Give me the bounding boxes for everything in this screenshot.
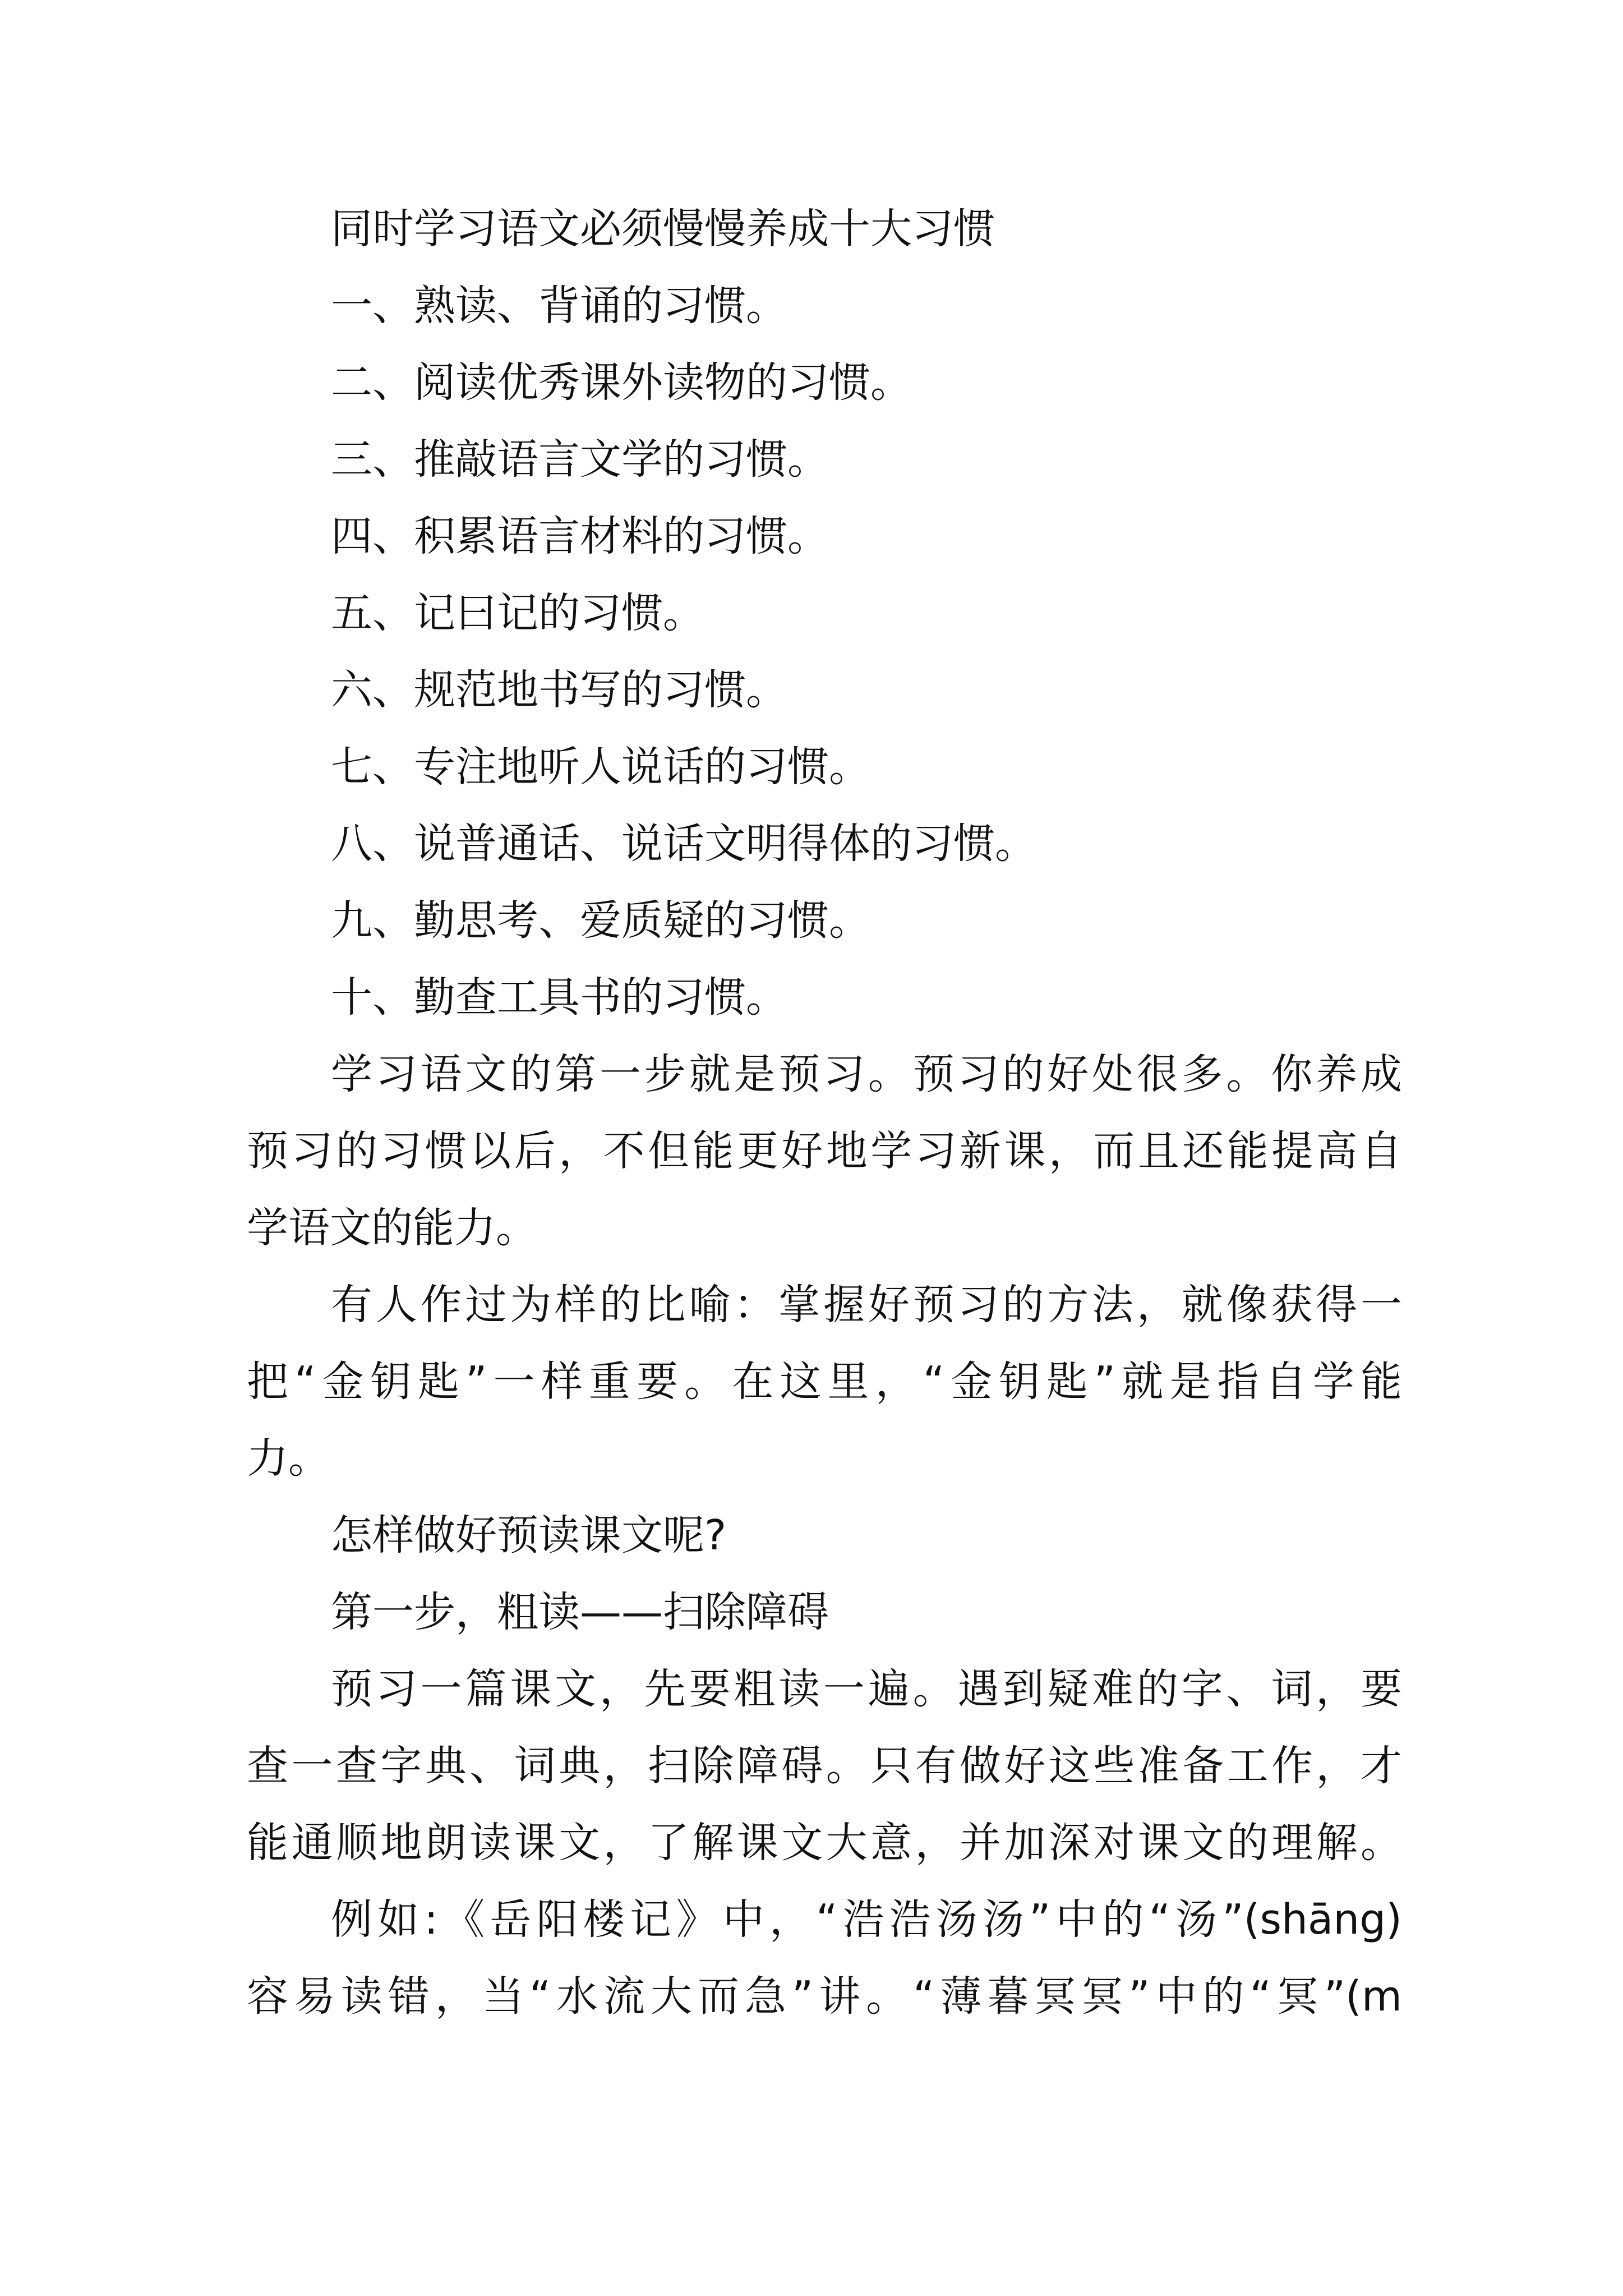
paragraph-preview-line-1: 学习语文的第一步就是预习。预习的好处很多。你养成 <box>331 1050 1402 1098</box>
paragraph-metaphor-line-1: 有人作过为样的比喻：掌握好预习的方法，就像获得一 <box>331 1281 1402 1329</box>
habit-item-10: 十、勤查工具书的习惯。 <box>331 973 787 1022</box>
document-title: 同时学习语文必须慢慢养成十大习惯 <box>331 205 995 253</box>
paragraph-example-line-1: 例如:《岳阳楼记》中，“浩浩汤汤”中的“汤”(shāng) <box>331 1895 1402 1944</box>
paragraph-preview-line-3: 学语文的能力。 <box>247 1204 537 1252</box>
paragraph-rough-read-line-2: 查一查字典、词典，扫除障碍。只有做好这些准备工作，才 <box>247 1742 1402 1790</box>
habit-item-8: 八、说普通话、说话文明得体的习惯。 <box>331 820 1036 868</box>
paragraph-rough-read-line-3: 能通顺地朗读课文，了解课文大意，并加深对课文的理解。 <box>247 1819 1402 1867</box>
paragraph-metaphor-line-3: 力。 <box>247 1434 330 1483</box>
step1-heading: 第一步，粗读——扫除障碍 <box>331 1588 829 1636</box>
habit-item-3: 三、推敲语言文学的习惯。 <box>331 435 829 484</box>
habit-item-2: 二、阅读优秀课外读物的习惯。 <box>331 358 912 407</box>
paragraph-example-line-2: 容易读错，当“水流大而急”讲。“薄暮冥冥”中的“冥”(m <box>247 1972 1402 2021</box>
paragraph-rough-read-line-1: 预习一篇课文，先要粗读一遍。遇到疑难的字、词，要 <box>331 1665 1402 1713</box>
question-line: 怎样做好预读课文呢? <box>331 1511 727 1559</box>
habit-item-1: 一、熟读、背诵的习惯。 <box>331 282 787 330</box>
habit-item-7: 七、专注地听人说话的习惯。 <box>331 743 870 791</box>
document-body <box>247 191 1402 2035</box>
habit-item-9: 九、勤思考、爱质疑的习惯。 <box>331 896 870 945</box>
habit-item-5: 五、记曰记的习惯。 <box>331 589 704 637</box>
paragraph-metaphor-line-2: 把“金钥匙”一样重要。在这里，“金钥匙”就是指自学能 <box>247 1358 1402 1406</box>
habit-item-4: 四、积累语言材料的习惯。 <box>331 512 829 560</box>
paragraph-preview-line-2: 预习的习惯以后，不但能更好地学习新课，而且还能提高自 <box>247 1127 1402 1175</box>
habit-item-6: 六、规范地书写的习惯。 <box>331 666 787 714</box>
